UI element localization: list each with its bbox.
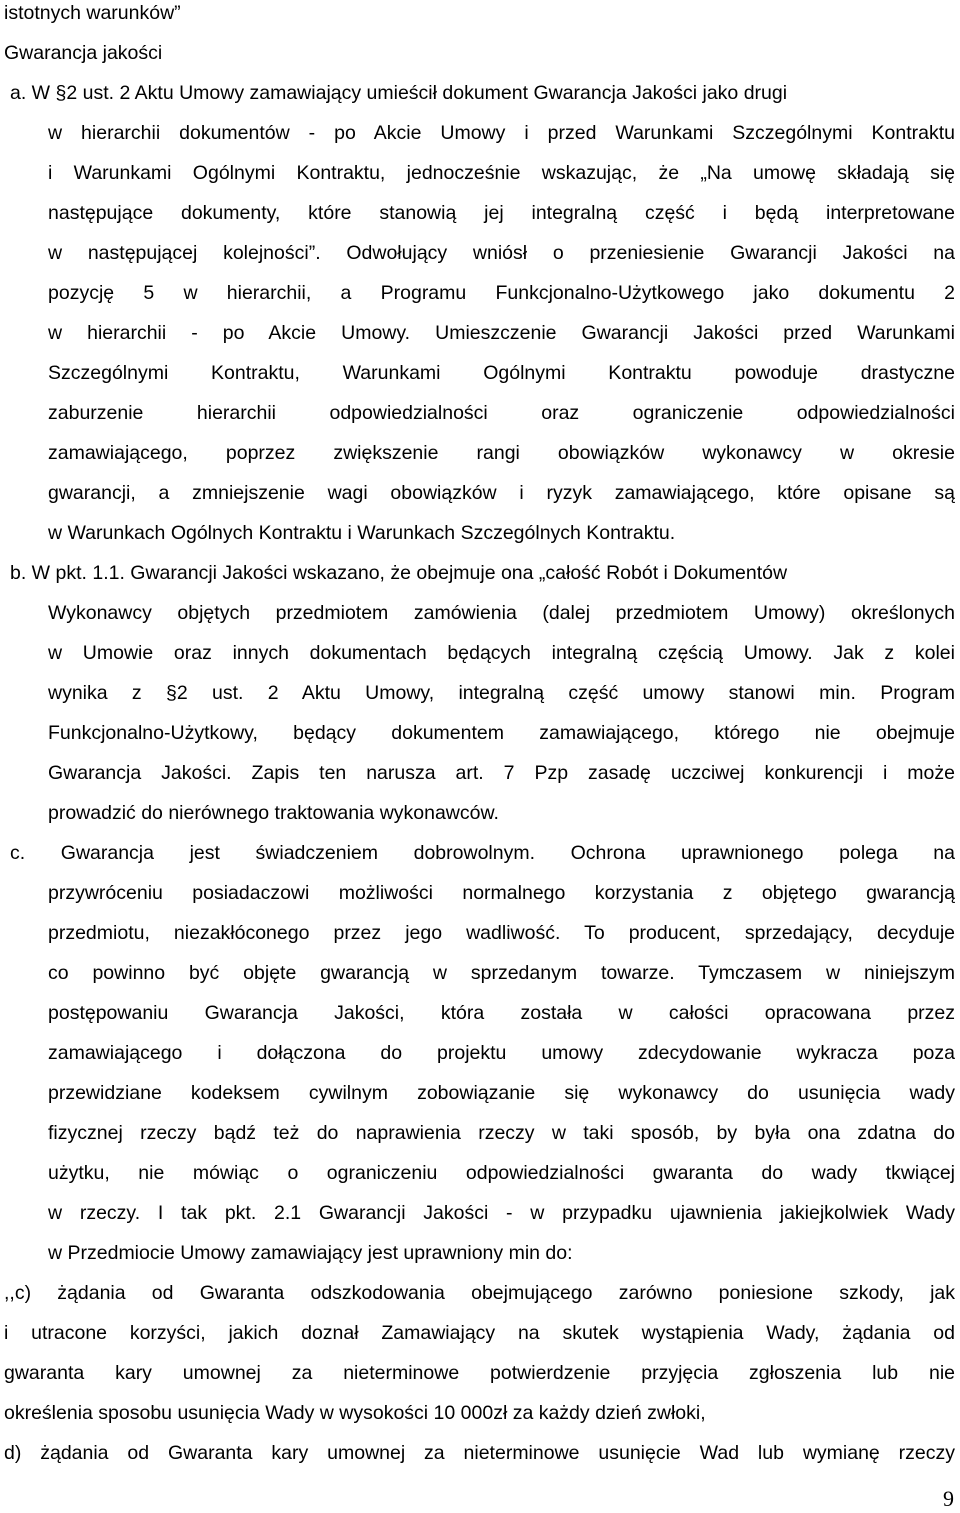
text-line: ,,c) żądania od Gwaranta odszkodowania obejmującego zarówno poniesione szkody, jak (4, 1282, 955, 1304)
text-line: prowadzić do nierównego traktowania wykonawców. (48, 802, 499, 824)
text-line: gwarancji, a zmniejszenie wagi obowiązków i ryzyk zamawiającego, które opisane są (48, 482, 955, 504)
text-line: Szczególnymi Kontraktu, Warunkami Ogólnymi Kontraktu powoduje drastyczne (48, 362, 955, 384)
text-line: pozycję 5 w hierarchii, a Programu Funkcjonalno-Użytkowego jako dokumentu 2 (48, 282, 955, 304)
text-line: przewidziane kodeksem cywilnym zobowiązanie się wykonawcy do usunięcia wady (48, 1082, 955, 1104)
text-line: d) żądania od Gwaranta kary umownej za nieterminowe usunięcie Wad lub wymianę rzeczy (4, 1442, 955, 1464)
text-line: następujące dokumenty, które stanowią jej integralną część i będą interpretowane (48, 202, 955, 224)
text-line: c. Gwarancja jest świadczeniem dobrowolnym. Ochrona uprawnionego polega na (10, 842, 955, 864)
text-line: i Warunkami Ogólnymi Kontraktu, jednocześnie wskazując, że „Na umowę składają się (48, 162, 955, 184)
text-line: Gwarancja Jakości. Zapis ten narusza art. 7 Pzp zasadę uczciwej konkurencji i może (48, 762, 955, 784)
text-line: Funkcjonalno-Użytkowy, będący dokumentem zamawiającego, którego nie obejmuje (48, 722, 955, 744)
text-line: określenia sposobu usunięcia Wady w wysokości 10 000zł za każdy dzień zwłoki, (4, 1402, 706, 1424)
text-line: gwaranta kary umownej za nieterminowe potwierdzenie przyjęcia zgłoszenia lub nie (4, 1362, 955, 1384)
text-line: zamawiającego i dołączona do projektu umowy zdecydowanie wykracza poza (48, 1042, 955, 1064)
text-line: w hierarchii - po Akcie Umowy. Umieszczenie Gwarancji Jakości przed Warunkami (48, 322, 955, 344)
text-line: przywróceniu posiadaczowi możliwości normalnego korzystania z objętego gwarancją (48, 882, 955, 904)
text-line: w następującej kolejności”. Odwołujący wniósł o przeniesienie Gwarancji Jakości na (48, 242, 955, 264)
text-line: Wykonawcy objętych przedmiotem zamówienia (dalej przedmiotem Umowy) określonych (48, 602, 955, 624)
page-number: 9 (943, 1486, 954, 1511)
text-line: istotnych warunków” (4, 2, 181, 24)
text-line: w rzeczy. I tak pkt. 2.1 Gwarancji Jakości - w przypadku ujawnienia jakiejkolwiek Wady (48, 1202, 955, 1224)
text-line: a. W §2 ust. 2 Aktu Umowy zamawiający umieścił dokument Gwarancja Jakości jako drugi (10, 82, 788, 104)
text-line: przedmiotu, niezakłóconego przez jego wadliwość. To producent, sprzedający, decyduje (48, 922, 955, 944)
section-heading: Gwarancja jakości (4, 42, 163, 64)
text-line: wynika z §2 ust. 2 Aktu Umowy, integralną część umowy stanowi min. Program (48, 682, 955, 704)
text-line: zaburzenie hierarchii odpowiedzialności oraz ograniczenie odpowiedzialności (48, 402, 955, 424)
text-line: i utracone korzyści, jakich doznał Zamawiający na skutek wystąpienia Wady, żądania od (4, 1322, 955, 1344)
text-line: co powinno być objęte gwarancją w sprzedanym towarze. Tymczasem w niniejszym (48, 962, 955, 984)
text-line: postępowaniu Gwarancja Jakości, która została w całości opracowana przez (48, 1002, 955, 1024)
text-line: w Przedmiocie Umowy zamawiający jest uprawniony min do: (48, 1242, 573, 1264)
text-line: b. W pkt. 1.1. Gwarancji Jakości wskazano, że obejmuje ona „całość Robót i Dokumentów (10, 562, 788, 584)
text-line: w hierarchii dokumentów - po Akcie Umowy i przed Warunkami Szczególnymi Kontraktu (48, 122, 955, 144)
text-line: użytku, nie mówiąc o ograniczeniu odpowiedzialności gwaranta do wady tkwiącej (48, 1162, 955, 1184)
text-line: zamawiającego, poprzez zwiększenie rangi obowiązków wykonawcy w okresie (48, 442, 955, 464)
text-line: w Warunkach Ogólnych Kontraktu i Warunkach Szczególnych Kontraktu. (48, 522, 676, 544)
text-line: w Umowie oraz innych dokumentach będących integralną częścią Umowy. Jak z kolei (48, 642, 955, 664)
text-line: fizycznej rzeczy bądź też do naprawienia rzeczy w taki sposób, by była ona zdatna do (48, 1122, 955, 1144)
